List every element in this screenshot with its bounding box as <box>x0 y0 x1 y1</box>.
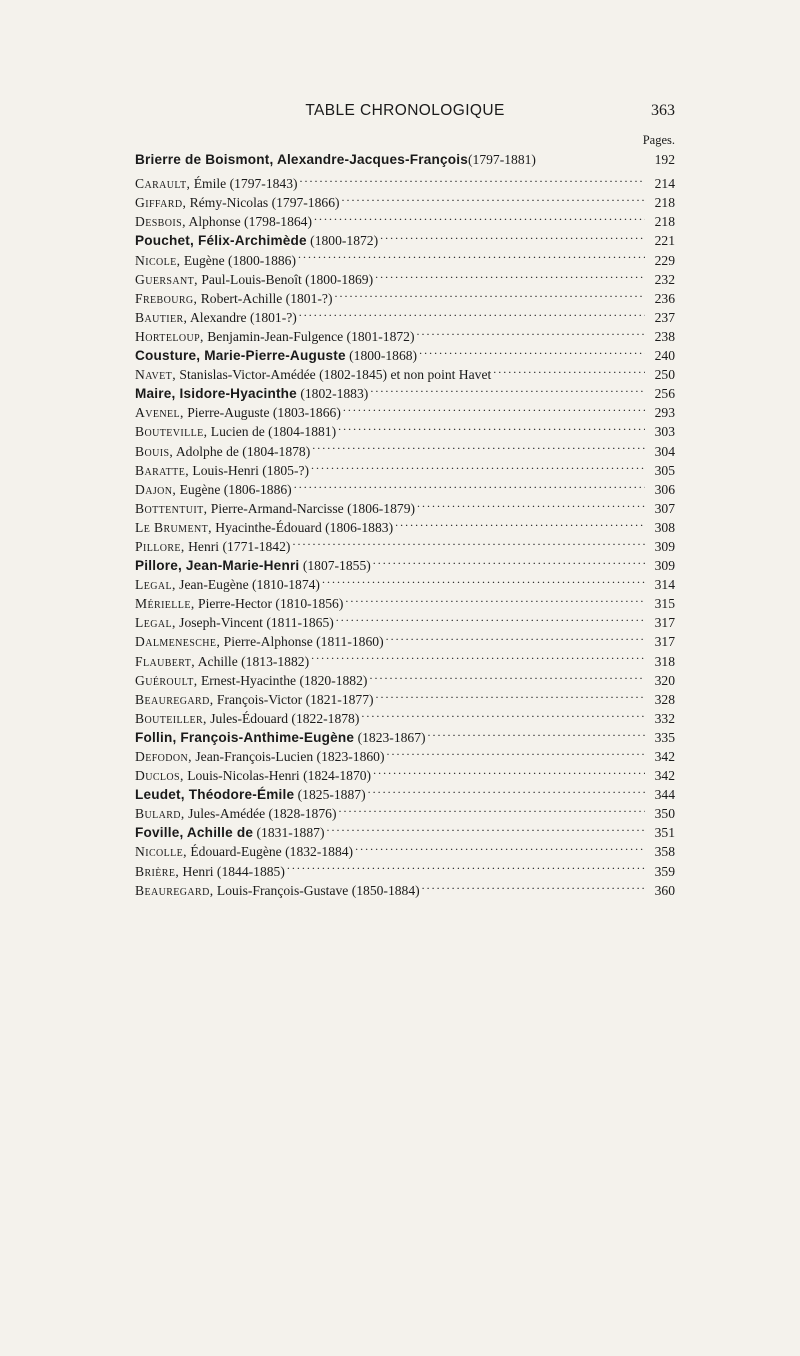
dot-leader <box>342 188 645 207</box>
entry-given-names: Stanislas-Victor-Amédée <box>176 367 316 383</box>
entry-dates: (1823-1860) <box>313 749 385 764</box>
entry-given-names: Isidore-Hyacinthe <box>175 386 297 402</box>
entry-dates: (1810-1874) <box>248 577 320 593</box>
entry-surname: Legal, <box>135 577 176 593</box>
dot-leader <box>376 685 645 704</box>
entry-text <box>135 308 297 327</box>
entry-dates: (1801-?) <box>246 309 297 325</box>
entry-given-names: Adolphe de <box>173 443 239 459</box>
entry-page-number: 351 <box>654 825 675 841</box>
entry-surname: Beauregard, <box>135 882 214 898</box>
entry-page-number: 221 <box>654 233 675 249</box>
entry-surname: Avenel, <box>135 405 184 421</box>
entry-surname: Defodon, <box>135 749 192 764</box>
entry-surname: Mérielle, <box>135 596 195 612</box>
entry-page-number: 303 <box>654 424 675 440</box>
entry-given-names: Édouard-Eugène <box>186 844 282 860</box>
entry-surname: Guéroult, <box>135 672 198 688</box>
dot-leader <box>419 341 645 360</box>
entry-page-number: 218 <box>654 195 675 211</box>
entry-text <box>135 499 415 518</box>
entry-dates: (1806-1886) <box>220 481 292 497</box>
entry-dates: (1802-1883) <box>296 386 369 402</box>
page-number: 363 <box>651 102 675 119</box>
entry-given-names: Eugène <box>180 252 225 268</box>
dot-leader <box>417 494 645 513</box>
entry-surname: Brière, <box>135 863 180 879</box>
entry-given-names: Rémy-Nicolas <box>186 195 269 211</box>
entry-given-names: Alexandre-Jacques-François <box>273 152 468 167</box>
running-title: TABLE CHRONOLOGIQUE <box>305 102 505 119</box>
entry-page-number: 315 <box>654 596 675 612</box>
dot-leader <box>343 398 645 417</box>
entry-dates: (1832-1884) <box>281 844 354 860</box>
entry-page-number: 250 <box>654 367 675 383</box>
dot-leader <box>334 284 645 303</box>
dot-leader <box>292 532 645 551</box>
entry-page-number: 306 <box>654 481 675 497</box>
entry-page-number: 305 <box>654 462 675 478</box>
entry-given-names: Émile <box>190 176 227 192</box>
dot-leader <box>336 608 645 627</box>
entry-given-names: Paul-Louis-Benoît <box>197 271 302 287</box>
entry-text <box>135 251 296 270</box>
entry-text <box>135 403 341 422</box>
entry-dates: (1798-1864) <box>240 214 312 230</box>
entry-page-number: 308 <box>654 519 675 535</box>
entry-page-number: 317 <box>654 634 675 650</box>
entry-given-names: Hyacinthe-Édouard <box>211 519 322 535</box>
entry-text <box>135 747 385 766</box>
entry-text <box>135 823 324 842</box>
entry-surname: Brierre de Boismont, <box>135 152 274 167</box>
entry-text <box>135 461 309 480</box>
dot-leader <box>387 742 645 761</box>
entry-given-names: Alexandre <box>187 309 247 325</box>
entry-dates: (1828-1876) <box>265 806 337 822</box>
entry-given-names: Benjamin-Jean-Fulgence <box>203 328 344 344</box>
entry-surname: Maire, <box>135 386 176 402</box>
entry-text <box>135 652 309 671</box>
entry-dates: (1811-1860) <box>312 634 384 650</box>
entry-text <box>135 422 336 441</box>
dot-leader <box>368 780 645 799</box>
entry-page-number: 332 <box>654 710 675 726</box>
entry-page-number: 293 <box>654 405 675 421</box>
entry-given-names: Jean-Eugène <box>175 577 249 593</box>
entry-given-names: Théodore-Émile <box>184 787 295 803</box>
entry-given-names: Pierre-Auguste <box>183 405 270 421</box>
chronological-index-list <box>135 150 675 898</box>
entry-page-number: 318 <box>654 653 675 669</box>
entry-given-names: Lucien de <box>207 424 265 440</box>
entry-page-number: 320 <box>654 672 675 688</box>
entry-dates: (1800-1886) <box>224 252 296 268</box>
entry-dates: (1771-1842) <box>219 538 291 554</box>
entry-given-names: Pierre-Alphonse <box>220 634 313 650</box>
entry-dates: (1804-1881) <box>264 424 337 440</box>
entry-dates: (1850-1884) <box>348 882 420 898</box>
entry-given-names: Achille <box>195 653 238 669</box>
entry-given-names: Louis-Nicolas-Henri <box>183 768 300 784</box>
entry-surname: Carault, <box>135 176 191 192</box>
dot-leader <box>345 589 645 608</box>
entry-page-number: 317 <box>654 615 675 631</box>
entry-surname: Cousture, <box>135 348 201 364</box>
document-page <box>135 102 675 898</box>
entry-given-names: François-Anthime-Eugène <box>176 729 355 745</box>
entry-dates: (1797-1881) <box>468 152 536 167</box>
dot-leader <box>287 856 645 875</box>
dot-leader <box>355 837 645 856</box>
dot-leader <box>373 551 645 570</box>
dot-leader <box>386 627 645 646</box>
entry-page-number: 328 <box>654 691 675 707</box>
entry-dates: (1797-1843) <box>226 176 298 192</box>
entry-dates: (1806-1883) <box>321 519 394 535</box>
entry-surname: Bulard, <box>135 806 185 822</box>
dot-leader <box>361 704 645 723</box>
entry-dates: (1822-1878) <box>288 710 360 726</box>
entry-surname: Duclos, <box>135 768 184 784</box>
pages-column-header: Pages. <box>642 133 675 147</box>
dot-leader <box>338 417 645 436</box>
entry-dates: (1825-1887) <box>294 787 366 803</box>
entry-surname: Baratte, <box>135 462 189 478</box>
dot-leader <box>493 360 645 379</box>
entry-dates: (1810-1856) <box>272 596 344 612</box>
entry-text <box>135 728 426 747</box>
entry-surname: Dajon, <box>135 481 177 497</box>
entry-surname: Le Brument, <box>135 519 212 535</box>
entry-page-number: 335 <box>654 729 675 745</box>
entry-text <box>135 193 340 212</box>
entry-given-names: Robert-Achille <box>197 290 283 306</box>
entry-text <box>135 766 371 785</box>
entry-page-number: 314 <box>654 577 675 593</box>
entry-page-number: 232 <box>654 271 675 287</box>
dot-leader <box>312 436 645 455</box>
dot-leader <box>380 226 645 245</box>
entry-text <box>135 613 334 632</box>
entry-surname: Dalmenesche, <box>135 634 221 650</box>
entry-dates: (1800-1869) <box>301 271 374 287</box>
entry-surname: Bouteville, <box>135 424 208 440</box>
entry-dates: (1811-1865) <box>262 615 334 631</box>
entry-page-number: 192 <box>654 152 675 167</box>
entry-given-names: Pierre-Armand-Narcisse <box>207 500 344 516</box>
entry-text <box>135 537 290 556</box>
entry-given-names: Pierre-Hector <box>194 596 273 612</box>
entry-given-names: Jean-Marie-Henri <box>181 558 300 574</box>
entry-dates: (1800-1868) <box>345 348 418 364</box>
entry-surname: Pillore, <box>135 558 182 574</box>
dot-leader <box>428 723 645 742</box>
entry-surname: Desbois, <box>135 214 186 230</box>
entry-given-names: Ernest-Hyacinthe <box>197 672 297 688</box>
entry-surname: Horteloup, <box>135 328 204 344</box>
dot-leader <box>370 379 645 398</box>
entry-text <box>135 785 366 804</box>
dot-leader <box>294 475 645 494</box>
index-entry <box>135 150 675 169</box>
entry-page-number: 218 <box>654 214 675 230</box>
dot-leader <box>395 513 645 532</box>
entry-text <box>135 327 415 346</box>
entry-surname: Bautier, <box>135 309 188 325</box>
entry-page-number: 309 <box>654 558 675 574</box>
entry-page-number: 360 <box>654 882 675 898</box>
dot-leader <box>417 322 646 341</box>
dot-leader <box>299 303 645 322</box>
entry-page-number: 240 <box>654 348 675 364</box>
entry-dates: (1831-1887) <box>253 825 325 841</box>
entry-page-number: 236 <box>654 290 675 306</box>
entry-given-names: Marie-Pierre-Auguste <box>200 348 346 364</box>
dot-leader <box>375 265 645 284</box>
entry-given-names: Joseph-Vincent <box>175 615 263 631</box>
entry-surname: Bottentuit, <box>135 500 208 516</box>
entry-surname: Bouis, <box>135 443 174 459</box>
dot-leader <box>311 456 645 475</box>
dot-leader <box>369 666 645 685</box>
entry-text <box>135 804 336 823</box>
entry-surname: Follin, <box>135 729 177 745</box>
running-head <box>135 102 675 124</box>
entry-surname: Navet, <box>135 367 176 383</box>
entry-given-names: Jules-Édouard <box>206 710 289 726</box>
entry-page-number: 309 <box>654 538 675 554</box>
entry-given-names: François-Victor <box>213 691 303 707</box>
entry-text <box>135 575 320 594</box>
entry-page-number: 307 <box>654 500 675 516</box>
entry-surname: Leudet, <box>135 787 185 803</box>
entry-page-number: 304 <box>654 443 675 459</box>
dot-leader <box>338 799 645 818</box>
dot-leader <box>298 245 645 264</box>
entry-dates: (1813-1882) <box>237 653 310 669</box>
entry-surname: Pouchet, <box>135 233 195 249</box>
entry-dates: (1801-?) <box>282 290 333 306</box>
entry-dates: (1807-1855) <box>299 558 371 574</box>
entry-page-number: 350 <box>654 806 675 822</box>
entry-dates: (1806-1879) <box>343 500 416 516</box>
entry-page-number: 237 <box>654 309 675 325</box>
entry-text <box>135 690 374 709</box>
entry-given-names: Louis-Henri <box>189 462 259 478</box>
entry-text <box>135 150 649 169</box>
entry-page-number: 214 <box>654 176 675 192</box>
dot-leader <box>422 876 645 895</box>
entry-dates: (1805-?) <box>258 462 310 478</box>
entry-given-names: Eugène <box>176 481 221 497</box>
entry-given-names: Félix-Archimède <box>194 233 307 249</box>
entry-dates: (1797-1866) <box>268 195 340 211</box>
entry-text <box>135 480 292 499</box>
dot-leader <box>311 646 645 665</box>
entry-surname: Nicolle, <box>135 844 187 860</box>
entry-surname: Foville, <box>135 825 184 841</box>
entry-surname: Guersant, <box>135 271 198 287</box>
entry-dates: (1801-1872) <box>343 328 415 344</box>
entry-dates: (1803-1866) <box>269 405 341 421</box>
entry-text <box>135 594 343 613</box>
dot-leader <box>373 761 645 780</box>
entry-text <box>135 709 359 728</box>
entry-dates: (1802-1845) et non point Havet <box>315 367 492 383</box>
entry-page-number: 238 <box>654 328 675 344</box>
entry-surname: Frebourg, <box>135 290 198 306</box>
entry-given-names: Alphonse <box>185 214 241 230</box>
entry-page-number: 342 <box>654 768 675 784</box>
entry-given-names: Jules-Amédée <box>184 806 266 822</box>
entry-page-number: 256 <box>654 386 675 402</box>
entry-surname: Legal, <box>135 615 176 631</box>
entry-dates: (1800-1872) <box>306 233 379 249</box>
entry-surname: Flaubert, <box>135 653 196 669</box>
entry-dates: (1844-1885) <box>213 863 285 879</box>
entry-page-number: 342 <box>654 749 675 764</box>
dot-leader <box>300 169 645 188</box>
entry-page-number: 229 <box>654 252 675 268</box>
entry-text <box>135 442 310 461</box>
entry-page-number: 344 <box>654 787 675 803</box>
dot-leader <box>326 818 645 837</box>
entry-page-number: 358 <box>654 844 675 860</box>
entry-given-names: Louis-François-Gustave <box>213 882 349 898</box>
entry-surname: Giffard, <box>135 195 187 211</box>
entry-dates: (1824-1870) <box>299 768 372 784</box>
entry-text <box>135 671 367 690</box>
entry-text <box>135 174 298 193</box>
entry-text <box>135 212 312 231</box>
entry-given-names: Achille de <box>183 825 254 841</box>
entry-text <box>135 862 285 881</box>
dot-leader <box>322 570 645 589</box>
entry-given-names: Henri <box>179 863 214 879</box>
entry-given-names: Jean-François-Lucien <box>191 749 314 764</box>
entry-surname: Pillore, <box>135 538 185 554</box>
entry-dates: (1820-1882) <box>296 672 368 688</box>
entry-page-number: 359 <box>654 863 675 879</box>
entry-text <box>135 881 420 900</box>
entry-surname: Nicole, <box>135 252 181 268</box>
entry-given-names: Henri <box>184 538 220 554</box>
entry-surname: Bouteiller, <box>135 710 207 726</box>
entry-dates: (1823-1867) <box>354 729 426 745</box>
index-entry <box>135 169 675 192</box>
entry-dates: (1821-1877) <box>302 691 374 707</box>
dot-leader <box>314 207 645 226</box>
entry-text <box>135 346 417 365</box>
entry-surname: Beauregard, <box>135 691 214 707</box>
entry-dates: (1804-1878) <box>238 443 311 459</box>
entry-text <box>135 384 368 403</box>
